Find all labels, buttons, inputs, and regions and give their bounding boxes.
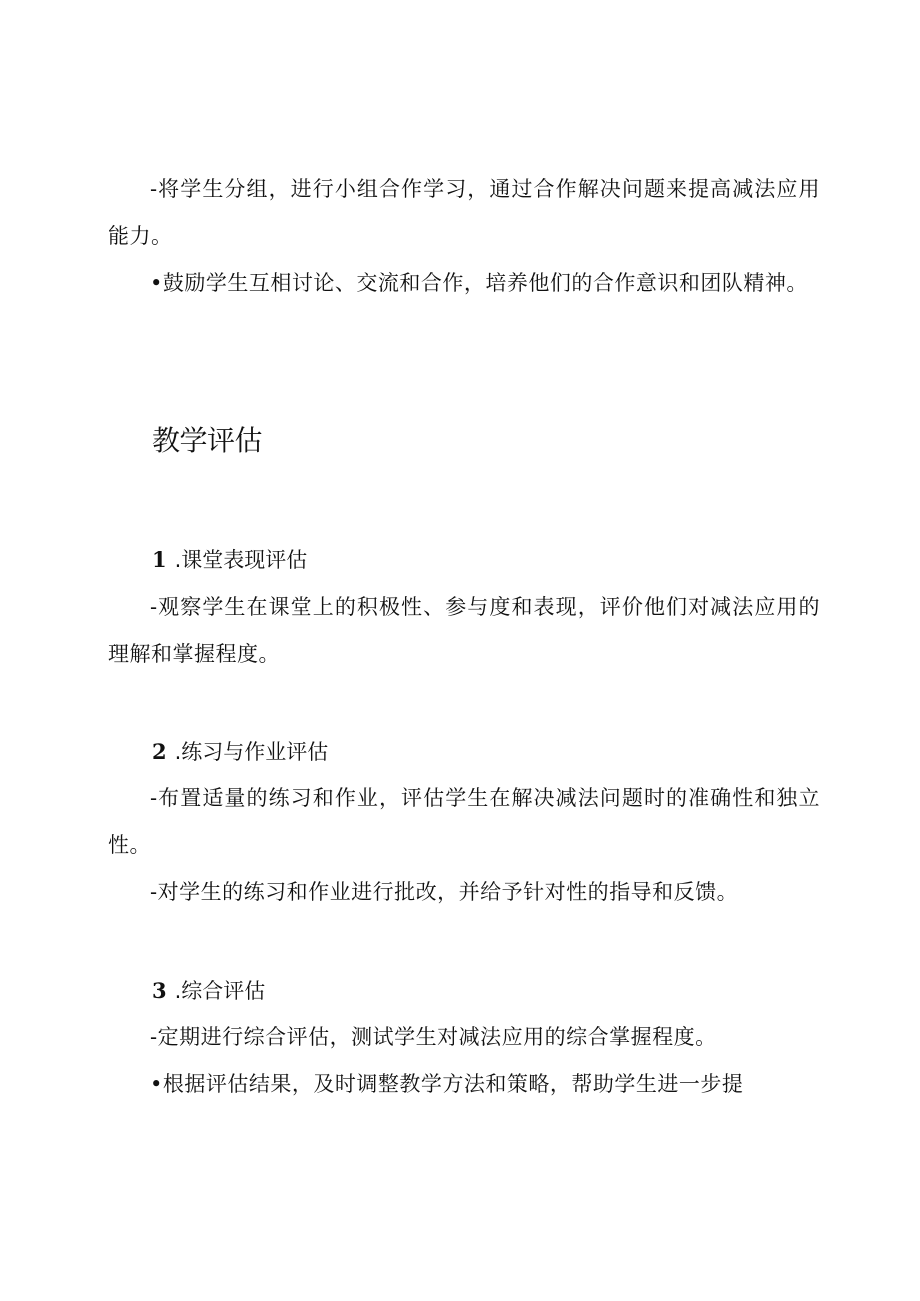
subsection-title-text: .课堂表现评估 (174, 548, 308, 572)
subsection-title-2 (152, 737, 328, 767)
paragraph-adjust-teaching: •根据评估结果，及时调整教学方法和策略，帮助学生进一步提 (150, 1072, 744, 1096)
subsection-title-text: .综合评估 (174, 979, 266, 1003)
subsection-title-3 (152, 976, 265, 1006)
subsection-number: 2 (152, 739, 167, 764)
paragraph-assign-homework: -布置适量的练习和作业，评估学生在解决减法问题时的准确性和独立性。 (108, 786, 820, 857)
subsection-number: 1 (152, 547, 167, 572)
paragraph-periodic-assessment: -定期进行综合评估，测试学生对减法应用的综合掌握程度。 (150, 1025, 717, 1049)
subsection-number: 3 (152, 978, 167, 1003)
paragraph-cooperation: •鼓励学生互相讨论、交流和合作，培养他们的合作意识和团队精神。 (150, 271, 808, 295)
section-title: 教学评估 (152, 424, 263, 457)
paragraph-grade-homework: -对学生的练习和作业进行批改，并给予针对性的指导和反馈。 (150, 880, 739, 904)
subsection-title-1 (152, 545, 307, 575)
paragraph-group-learning: -将学生分组，进行小组合作学习，通过合作解决问题来提高减法应用能力。 (108, 177, 820, 248)
subsection-title-text: .练习与作业评估 (174, 740, 329, 764)
paragraph-classroom-observation: -观察学生在课堂上的积极性、参与度和表现，评价他们对减法应用的理解和掌握程度。 (108, 595, 820, 666)
